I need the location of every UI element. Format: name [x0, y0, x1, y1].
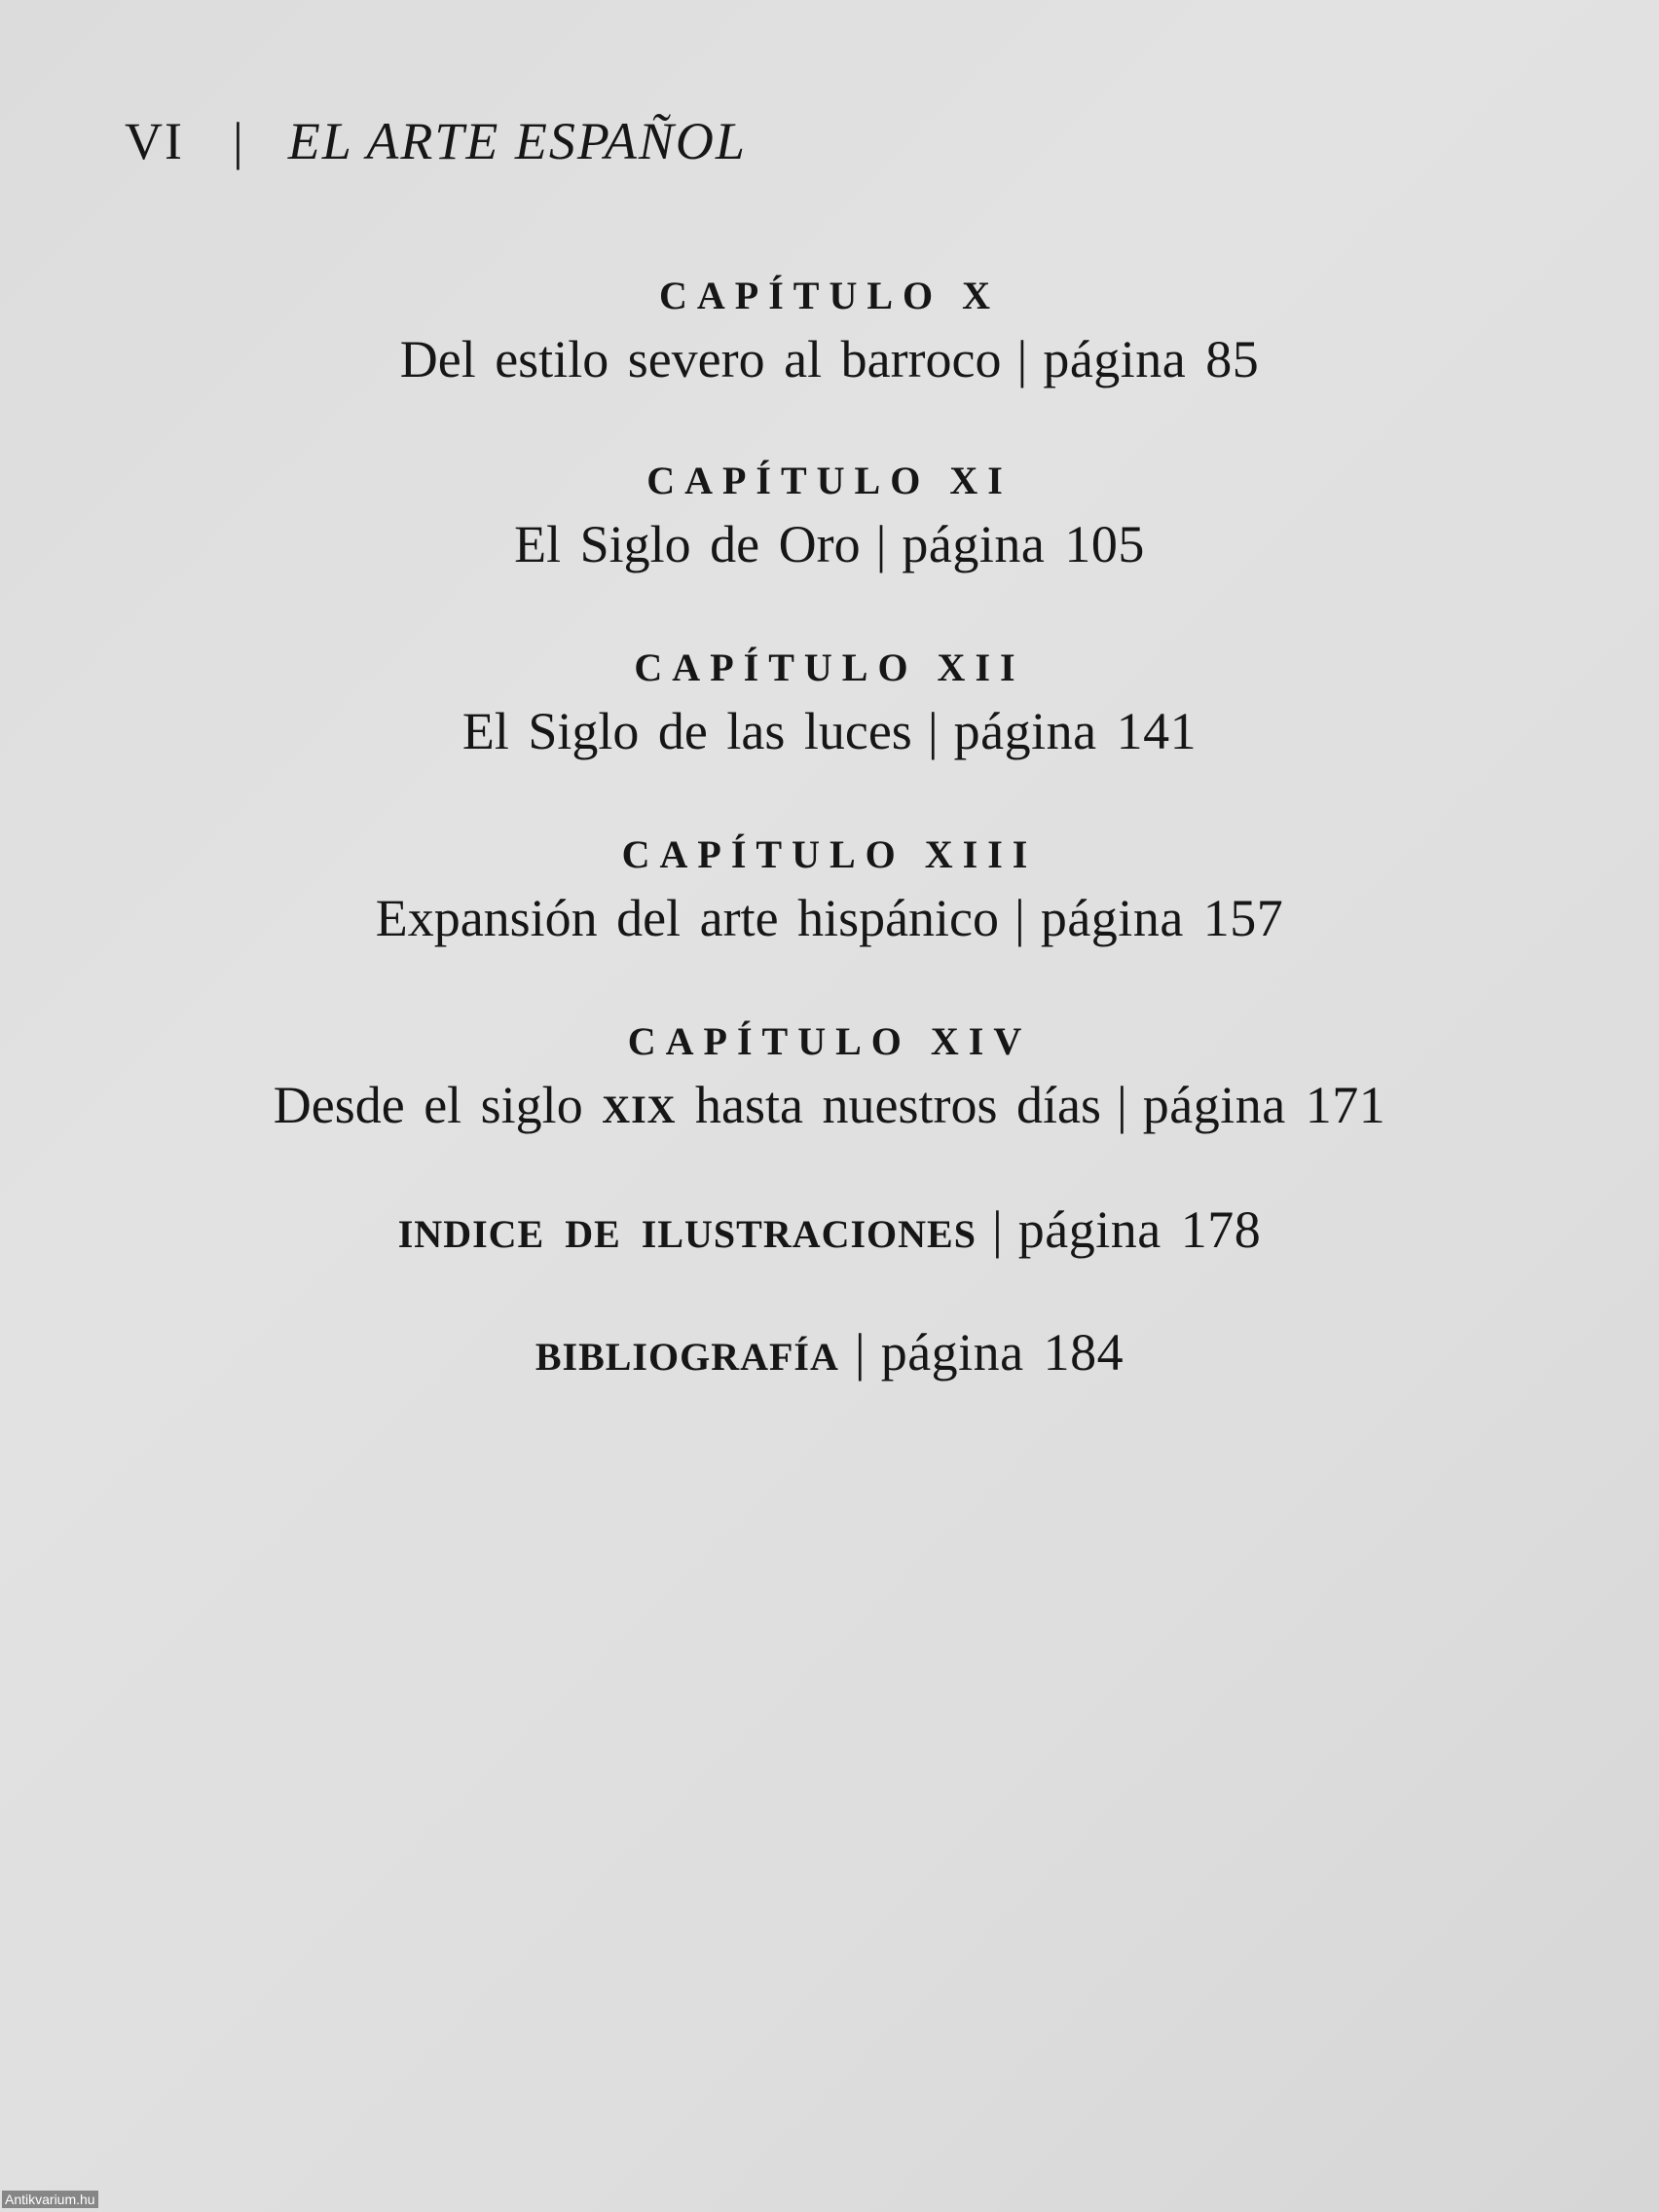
running-head [125, 112, 747, 170]
page-reference: página 184 [880, 1323, 1124, 1382]
toc-entry-chapter-11 [0, 461, 1659, 571]
title-separator: | [875, 515, 887, 573]
chapter-label: CAPÍTULO XI [646, 459, 1013, 502]
toc-entry-illustrations-index [0, 1200, 1659, 1259]
toc-entry-chapter-13 [0, 832, 1659, 947]
toc-entry-chapter-12 [0, 645, 1659, 760]
title-separator: | [1116, 1076, 1127, 1134]
chapter-title-part: Desde el siglo [273, 1076, 583, 1134]
running-head-separator: | [232, 112, 243, 170]
page-reference: página 157 [1040, 889, 1284, 947]
source-watermark: Antikvarium.hu [2, 2191, 98, 2208]
toc-entry-chapter-14 [0, 1019, 1659, 1134]
chapter-title-line [0, 330, 1659, 388]
chapter-title-part: hasta nuestros días [695, 1076, 1101, 1134]
chapter-title-line [0, 1076, 1659, 1134]
appendix-title: INDICE DE ILUSTRACIONES [397, 1212, 977, 1256]
page-reference: página 85 [1043, 330, 1260, 388]
chapter-label: CAPÍTULO XIII [621, 832, 1038, 876]
page-reference: página 178 [1017, 1200, 1262, 1259]
chapter-label: CAPÍTULO XII [634, 645, 1025, 689]
page-reference: página 141 [953, 702, 1198, 760]
chapter-title: Expansión del arte hispánico [375, 889, 1000, 947]
chapter-title: El Siglo de Oro [514, 515, 861, 573]
appendix-title: BIBLIOGRAFÍA [535, 1335, 839, 1379]
chapter-title: El Siglo de las luces [461, 702, 912, 760]
title-separator: | [1014, 889, 1025, 947]
toc-entry-chapter-10 [0, 276, 1659, 386]
chapter-title-line [0, 889, 1659, 947]
roman-numeral-small-caps: XIX [602, 1088, 677, 1131]
title-separator: | [991, 1200, 1003, 1259]
title-separator: | [1016, 330, 1028, 388]
toc-entry-bibliography [0, 1323, 1659, 1382]
chapter-title-line [0, 515, 1659, 573]
page-reference: página 105 [902, 515, 1145, 573]
chapter-title: Del estilo severo al barroco [399, 330, 1002, 388]
chapter-title-line [0, 702, 1659, 760]
title-separator: | [854, 1323, 866, 1382]
book-title: EL ARTE ESPAÑOL [287, 112, 747, 170]
show-through-text [0, 959, 1659, 1013]
page-folio: VI [125, 112, 184, 170]
page-reference: página 171 [1142, 1076, 1386, 1134]
title-separator: | [927, 702, 939, 760]
chapter-label: CAPÍTULO XIV [627, 1019, 1032, 1063]
chapter-label: CAPÍTULO X [658, 274, 1001, 317]
